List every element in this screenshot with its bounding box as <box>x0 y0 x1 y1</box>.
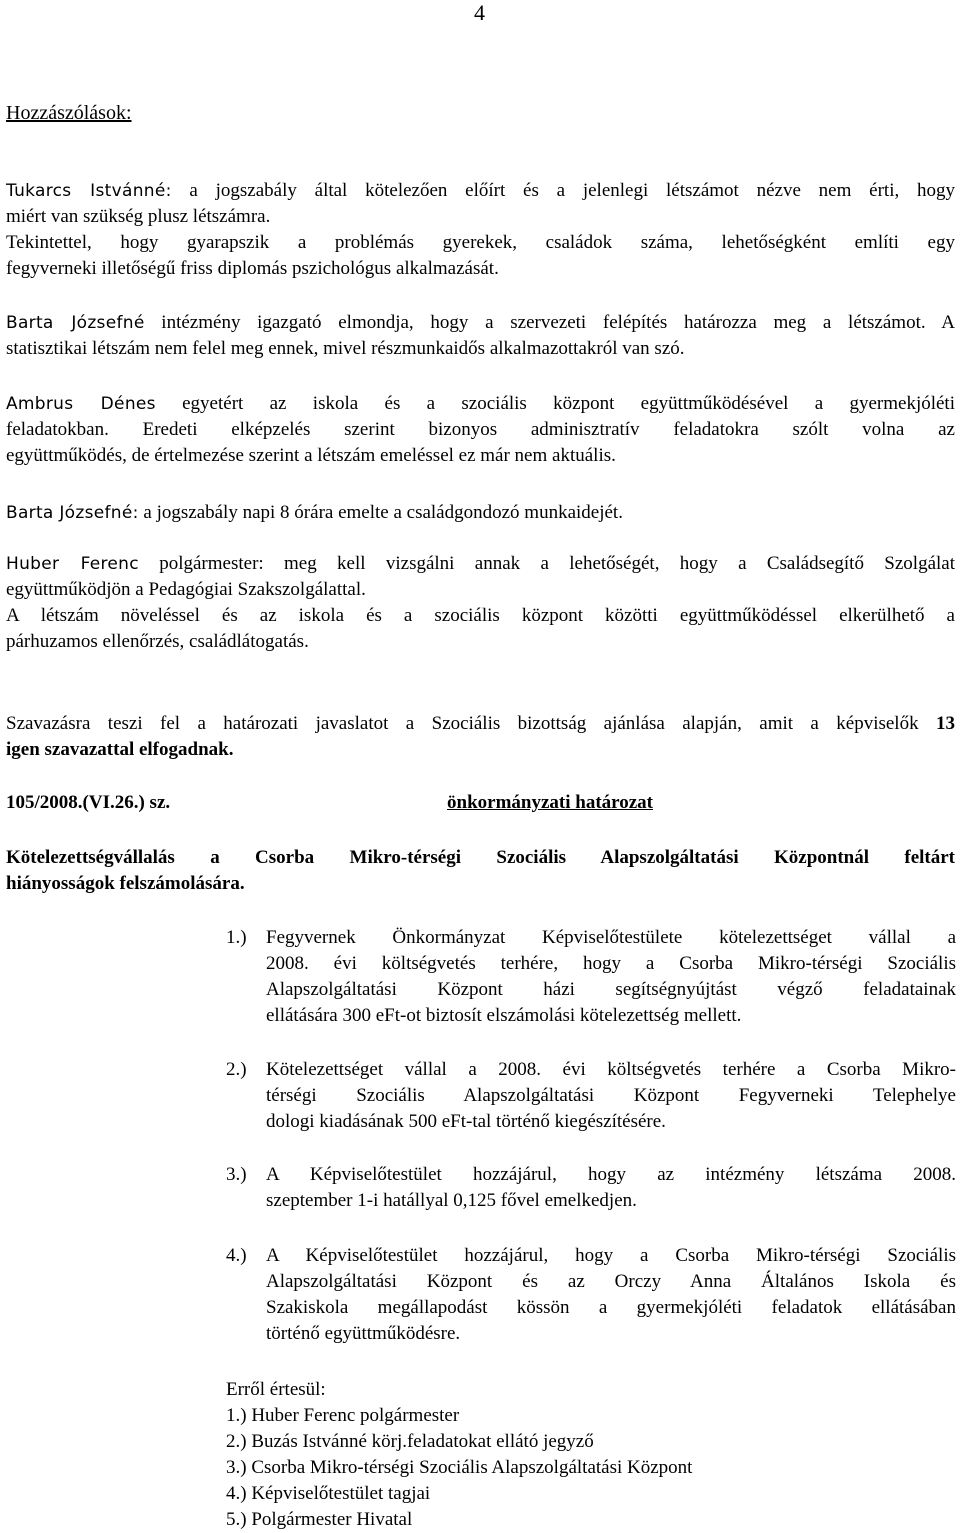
text-line: A Képviselőtestület hozzájárul, hogy a Csorba Mikro-térségi Szociális <box>266 1245 956 1266</box>
notification-title: Erről értesül: <box>226 1379 326 1400</box>
vote-count: 13 <box>936 713 955 734</box>
vote-statement <box>6 711 955 763</box>
text-line: fegyverneki illetőségű friss diplomás pszichológus alkalmazását. <box>6 258 499 279</box>
text-line: feladatokban. Eredeti elképzelés szerint bizonyos adminisztratív feladatokra szólt volna az <box>6 419 955 440</box>
text-line: Kötelezettségvállalás a Csorba Mikro-térségi Szociális Alapszolgáltatási Központnál feltárt <box>6 847 955 868</box>
section-heading: Hozzászólások: <box>6 102 132 124</box>
item-number: 4.) <box>226 1245 247 1266</box>
notification-entry: 1.) Huber Ferenc polgármester <box>226 1405 460 1426</box>
text-line: Tukarcs Istvánné: a jogszabály által kötelezően előírt és a jelenlegi létszámot nézve nem érti, hogy <box>6 180 955 201</box>
notification-entry: 2.) Buzás Istvánné körj.feladatokat ellátó jegyző <box>226 1431 594 1452</box>
speaker-name: Huber Ferenc <box>6 554 139 574</box>
text-line: Ambrus Dénes egyetért az iskola és a szociális központ együttműködésével a gyermekjóléti <box>6 393 955 414</box>
item-number: 2.) <box>226 1059 247 1080</box>
resolution-title <box>6 845 955 897</box>
speaker-name: Barta Józsefné <box>6 313 145 333</box>
text-line: történő együttműködésre. <box>266 1323 461 1344</box>
text-line: Szavazásra teszi fel a határozati javaslatot a Szociális bizottság ajánlása alapján, amit a képviselők 13 <box>6 713 955 734</box>
speaker-name: Tukarcs Istvánné: <box>6 181 172 201</box>
text-line: térségi Szociális Alapszolgáltatási Központ Fegyverneki Telephelye <box>266 1085 956 1106</box>
comment-ambrus <box>6 391 955 469</box>
text-line: együttműködjön a Pedagógiai Szakszolgálattal. <box>6 579 366 600</box>
text-line: igen szavazattal elfogadnak. <box>6 739 234 760</box>
text-line: 2008. évi költségvetés terhére, hogy a Csorba Mikro-térségi Szociális <box>266 953 956 974</box>
notification-entry: 5.) Polgármester Hivatal <box>226 1509 413 1530</box>
comment-huber <box>6 551 955 655</box>
comment-barta-2 <box>6 500 955 526</box>
text-line: Barta Józsefné intézmény igazgató elmondja, hogy a szervezeti felépítés határozza meg a létszámot. A <box>6 312 955 333</box>
text-line: Szakiskola megállapodást kössön a gyermekjóléti feladatok ellátásában <box>266 1297 956 1318</box>
text-line: A létszám növeléssel és az iskola és a szociális központ közötti együttműködéssel elkerülhető a <box>6 605 955 626</box>
text-line: együttműködés, de értelmezése szerint a létszám emeléssel ez már nem aktuális. <box>6 445 616 466</box>
text-line: hiányosságok felszámolására. <box>6 873 245 894</box>
page-number: 4 <box>474 0 485 25</box>
speaker-name: Barta Józsefné: <box>6 503 139 523</box>
notification-entry: 4.) Képviselőtestület tagjai <box>226 1483 431 1504</box>
resolution-type: önkormányzati határozat <box>447 792 653 813</box>
text-line: Barta Józsefné: a jogszabály napi 8 órára emelte a családgondozó munkaidejét. <box>6 502 623 523</box>
text-line: párhuzamos ellenőrzés, családlátogatás. <box>6 631 309 652</box>
text-line: Tekintettel, hogy gyarapszik a problémás gyerekek, családok száma, lehetőségként említi egy <box>6 232 955 253</box>
notification-list <box>226 1377 692 1533</box>
resolution-number: 105/2008.(VI.26.) sz. <box>6 792 171 813</box>
notification-entry: 3.) Csorba Mikro-térségi Szociális Alapszolgáltatási Központ <box>226 1457 693 1478</box>
speaker-name: Ambrus Dénes <box>6 394 156 414</box>
text-line: dologi kiadásának 500 eFt-tal történő kiegészítésére. <box>266 1111 666 1132</box>
text-line: szeptember 1-i hatállyal 0,125 fővel emelkedjen. <box>266 1190 637 1211</box>
comment-tukarcs <box>6 178 955 282</box>
text-line: Huber Ferenc polgármester: meg kell vizsgálni annak a lehetőségét, hogy a Családsegítő Szolgálat <box>6 553 955 574</box>
comment-barta-1 <box>6 310 955 362</box>
text-line: Alapszolgáltatási Központ és az Orczy Anna Általános Iskola és <box>266 1271 956 1292</box>
item-number: 3.) <box>226 1164 247 1185</box>
text-line: Alapszolgáltatási Központ házi segítségnyújtást végző feladatainak <box>266 979 956 1000</box>
text-line: Kötelezettséget vállal a 2008. évi költségvetés terhére a Csorba Mikro- <box>266 1059 956 1080</box>
text-line: miért van szükség plusz létszámra. <box>6 206 271 227</box>
text-line: Fegyvernek Önkormányzat Képviselőtestülete kötelezettséget vállal a <box>266 927 956 948</box>
text-line: statisztikai létszám nem felel meg ennek, mivel részmunkaidős alkalmazottakról van szó. <box>6 338 685 359</box>
text-line: ellátására 300 eFt-ot biztosít elszámolási kötelezettség mellett. <box>266 1005 742 1026</box>
text-line: A Képviselőtestület hozzájárul, hogy az intézmény létszáma 2008. <box>266 1164 956 1185</box>
item-number: 1.) <box>226 927 247 948</box>
